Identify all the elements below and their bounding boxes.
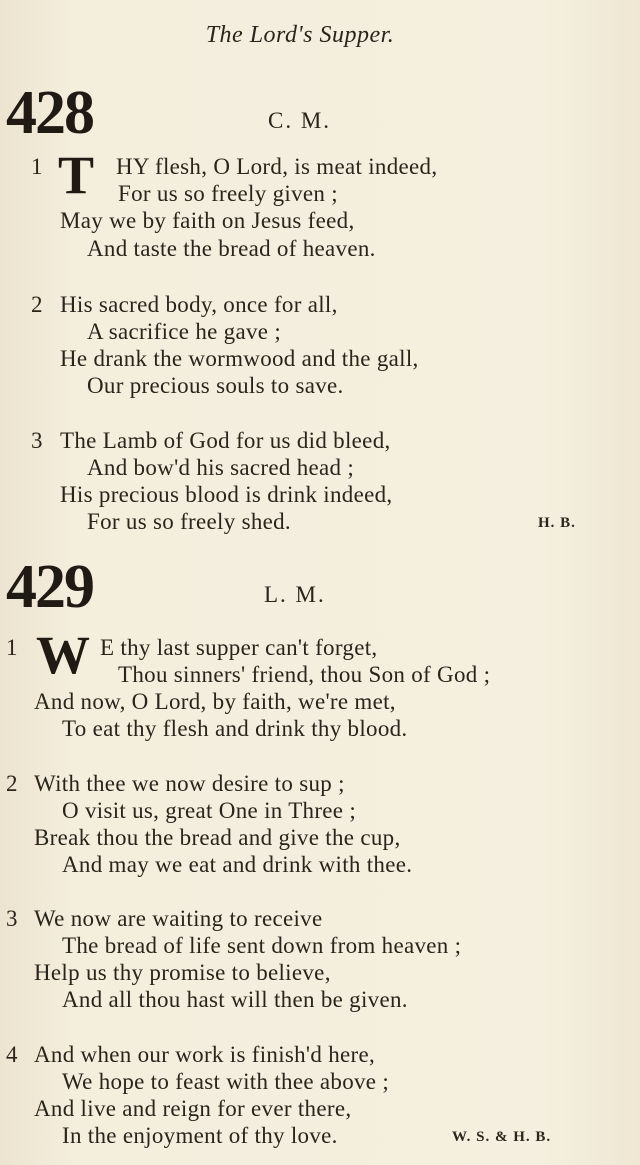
hymn-meter: L. M. <box>264 582 326 607</box>
verse-line: E thy last supper can't forget, <box>100 635 378 660</box>
hymn-number: 429 <box>6 553 93 621</box>
drop-capital: T <box>58 145 95 205</box>
verse-line: Break thou the bread and give the cup, <box>34 825 401 850</box>
hymn-number: 428 <box>6 79 93 147</box>
verse-line: The Lamb of God for us did bleed, <box>60 428 391 453</box>
author-initials: W. S. & H. B. <box>452 1129 552 1145</box>
verse-line: And now, O Lord, by faith, we're met, <box>34 689 396 714</box>
verse-line: A sacrifice he gave ; <box>87 319 282 344</box>
verse-line: HY flesh, O Lord, is meat indeed, <box>116 154 438 179</box>
hymn-meter: C. M. <box>268 108 332 133</box>
stanza-number: 1 <box>6 635 18 660</box>
verse-line: He drank the wormwood and the gall, <box>60 346 419 371</box>
verse-line: We hope to feast with thee above ; <box>62 1069 390 1094</box>
verse-line: And live and reign for ever there, <box>34 1096 352 1121</box>
verse-line: In the enjoyment of thy love. <box>62 1123 338 1148</box>
verse-line: The bread of life sent down from heaven ; <box>62 933 462 958</box>
verse-line: Help us thy promise to believe, <box>34 960 331 985</box>
author-initials: H. B. <box>538 515 576 531</box>
running-head: The Lord's Supper. <box>205 22 395 48</box>
stanza-number: 1 <box>31 154 43 179</box>
stanza-number: 3 <box>6 906 18 931</box>
stanza-number: 4 <box>6 1042 18 1067</box>
verse-line: Our precious souls to save. <box>87 373 344 398</box>
verse-line: For us so freely shed. <box>87 509 291 534</box>
stanza-number: 2 <box>31 292 43 317</box>
stanza-number: 3 <box>31 428 43 453</box>
verse-line: And may we eat and drink with thee. <box>62 852 413 877</box>
drop-capital: W <box>36 625 90 685</box>
verse-line: His precious blood is drink indeed, <box>60 482 393 507</box>
verse-line: May we by faith on Jesus feed, <box>60 208 355 233</box>
verse-line: To eat thy flesh and drink thy blood. <box>62 716 408 741</box>
verse-line: And taste the bread of heaven. <box>87 236 376 261</box>
verse-line: We now are waiting to receive <box>34 906 323 931</box>
verse-line: Thou sinners' friend, thou Son of God ; <box>118 662 491 687</box>
verse-line: And when our work is finish'd here, <box>34 1042 376 1067</box>
verse-line: For us so freely given ; <box>118 181 338 206</box>
verse-line: And all thou hast will then be given. <box>62 987 408 1012</box>
verse-line: His sacred body, once for all, <box>60 292 338 317</box>
stanza-number: 2 <box>6 771 18 796</box>
verse-line: And bow'd his sacred head ; <box>87 455 355 480</box>
verse-line: O visit us, great One in Three ; <box>62 798 357 823</box>
verse-line: With thee we now desire to sup ; <box>34 771 345 796</box>
